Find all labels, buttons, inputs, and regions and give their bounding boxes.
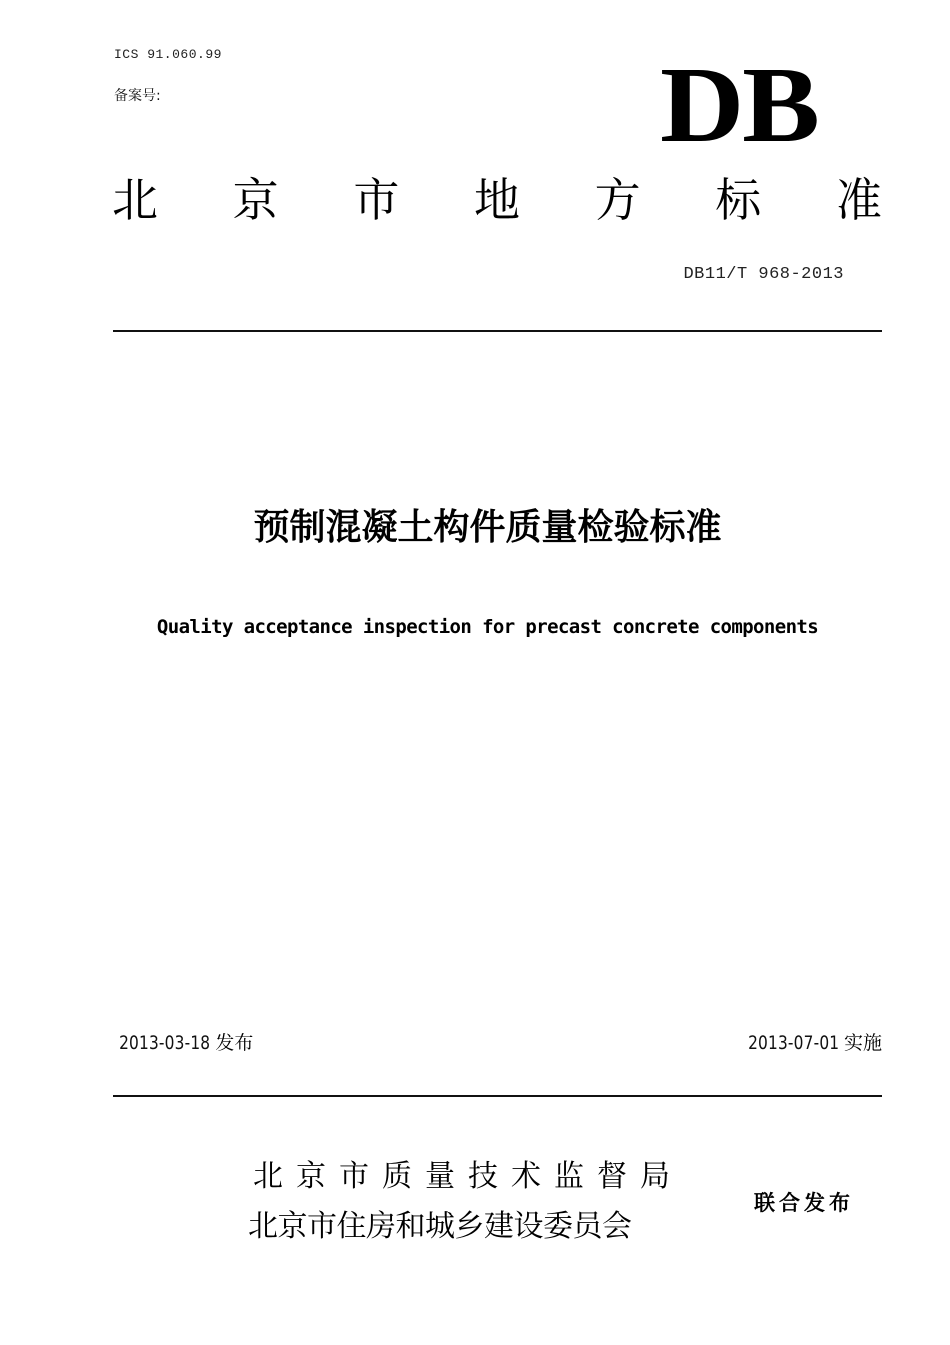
local-standard-heading	[112, 172, 882, 228]
implement-date: 2013-07-01	[747, 1032, 839, 1054]
heading-char: 市	[353, 173, 400, 227]
heading-char: 标	[715, 173, 762, 227]
ics-code: ICS 91.060.99	[114, 47, 222, 62]
implement-date-block	[743, 1030, 882, 1056]
issuer-housing-commission: 北京市住房和城乡建设委员会	[248, 1209, 632, 1244]
publish-date-block	[114, 1030, 253, 1056]
bottom-divider	[113, 1095, 882, 1097]
db-logo: DB	[660, 46, 818, 165]
standard-number: DB11/T 968-2013	[683, 265, 844, 284]
publish-date: 2013-03-18	[119, 1032, 211, 1054]
top-divider	[113, 330, 882, 332]
implement-label: 实施	[843, 1032, 882, 1054]
title-chinese: 预制混凝土构件质量检验标准	[253, 507, 722, 548]
record-number-label: 备案号:	[114, 88, 161, 104]
issuer-quality-bureau: 北京市质量技术监督局	[253, 1159, 683, 1194]
heading-char: 北	[112, 173, 158, 227]
joint-release-label: 联合发布	[754, 1191, 854, 1215]
title-english: Quality acceptance inspection for precast concrete components	[156, 616, 819, 638]
heading-char: 准	[835, 173, 882, 227]
heading-char: 地	[473, 173, 520, 227]
heading-char: 方	[594, 173, 641, 227]
heading-char: 京	[232, 173, 279, 227]
publish-label: 发布	[215, 1032, 254, 1054]
